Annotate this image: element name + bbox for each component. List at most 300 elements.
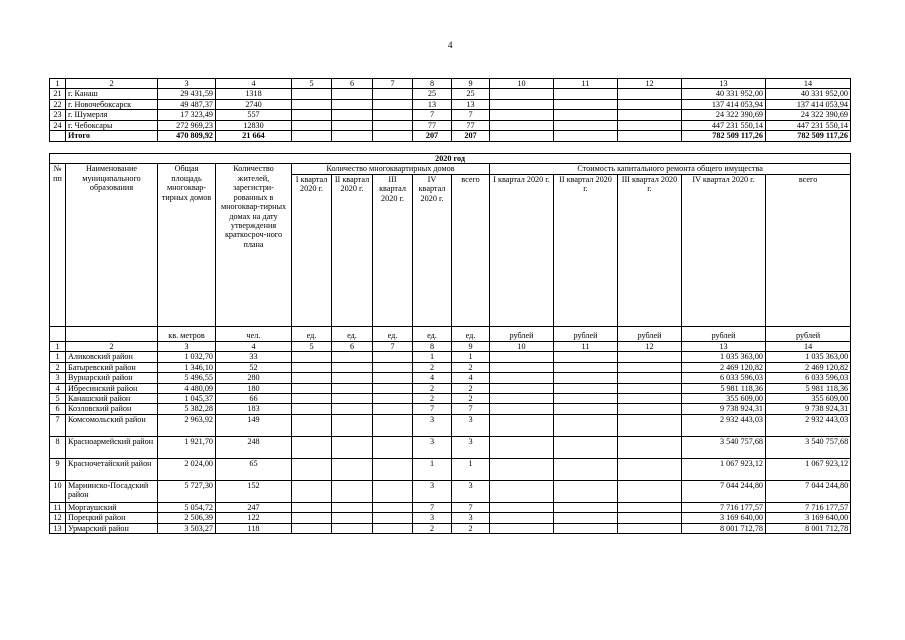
- table-cell: 2 506,39: [158, 513, 216, 523]
- table-row: [50, 513, 851, 523]
- table-cell: 248: [216, 436, 292, 458]
- unit-cell: чел.: [216, 326, 292, 341]
- table-cell: [292, 393, 332, 403]
- table-cell: [292, 120, 332, 130]
- total-cell: 207: [452, 131, 490, 141]
- table-row: [50, 89, 851, 99]
- table-cell: 66: [216, 393, 292, 403]
- table-cell: [373, 523, 413, 533]
- table-cell: 272 969,23: [158, 120, 216, 130]
- table-cell: [490, 393, 554, 403]
- year-title: 2020 год: [50, 154, 851, 164]
- table-cell: 2: [452, 393, 490, 403]
- table-cell: 4: [413, 373, 452, 383]
- total-cell: 782 509 117,26: [682, 131, 766, 141]
- table-cell: [332, 404, 373, 414]
- table-cell: 1318: [216, 89, 292, 99]
- table-cell: 5 727,30: [158, 480, 216, 502]
- table-cell: 29 431,59: [158, 89, 216, 99]
- table-cell: 25: [452, 89, 490, 99]
- table-cell: [554, 352, 618, 362]
- table-cell: 183: [216, 404, 292, 414]
- table-cell: 1 346,10: [158, 362, 216, 372]
- table-cell: 7: [50, 414, 66, 436]
- table-cell: [332, 458, 373, 480]
- table-cell: 355 609,00: [766, 393, 851, 403]
- table-row: [50, 352, 851, 362]
- table-row: [50, 110, 851, 120]
- table-cell: [618, 458, 682, 480]
- column-number: 10: [490, 341, 554, 351]
- table-cell: [373, 383, 413, 393]
- table-cell: [373, 352, 413, 362]
- table-cell: [332, 436, 373, 458]
- unit-cell: рублей: [490, 326, 554, 341]
- table-cell: [554, 502, 618, 512]
- total-cell: [332, 131, 373, 141]
- table-row: [50, 120, 851, 130]
- table-cell: 4 480,09: [158, 383, 216, 393]
- table-cell: 13: [452, 99, 490, 109]
- header-residents: Количество жителей, зарегистри-рованных в многоквар-тирных домах на дату утверждения краткосроч-ного плана: [216, 164, 292, 326]
- table-cell: [292, 373, 332, 383]
- table-cell: [490, 502, 554, 512]
- table-cell: 2 963,92: [158, 414, 216, 436]
- table-row: [50, 383, 851, 393]
- table-cell: 3: [452, 513, 490, 523]
- table-row: [50, 404, 851, 414]
- header-cost-col: всего: [766, 174, 851, 326]
- table-cell: 152: [216, 480, 292, 502]
- table-cell: [490, 414, 554, 436]
- table-cell: 180: [216, 383, 292, 393]
- table-cell: [292, 404, 332, 414]
- total-cell: 207: [413, 131, 452, 141]
- table-row: [50, 362, 851, 372]
- table-cell: [554, 523, 618, 533]
- table-cell: [332, 523, 373, 533]
- table-cell: 7: [413, 110, 452, 120]
- table-cell: [373, 373, 413, 383]
- table-row: [50, 99, 851, 109]
- table-row: [50, 523, 851, 533]
- table-cell: 12830: [216, 120, 292, 130]
- table-cell: [373, 502, 413, 512]
- table-cell: 5 981 118,36: [682, 383, 766, 393]
- column-number: 5: [292, 341, 332, 351]
- header-count-col: III квартал 2020 г.: [373, 174, 413, 326]
- table-cell: 355 609,00: [682, 393, 766, 403]
- column-number: 1: [50, 79, 66, 89]
- table-cell: [554, 393, 618, 403]
- unit-cell: рублей: [554, 326, 618, 341]
- table-cell: [618, 480, 682, 502]
- table-cell: [373, 120, 413, 130]
- table-cell: [490, 89, 554, 99]
- table-row: [50, 393, 851, 403]
- total-cell: [554, 131, 618, 141]
- column-number: 7: [373, 341, 413, 351]
- table-cell: г. Новочебоксарск: [66, 99, 158, 109]
- table-cell: [332, 414, 373, 436]
- table-cell: 2: [452, 362, 490, 372]
- column-number: 7: [373, 79, 413, 89]
- table-cell: 3: [413, 436, 452, 458]
- unit-cell: кв. метров: [158, 326, 216, 341]
- unit-cell: рублей: [766, 326, 851, 341]
- table-cell: 17 323,49: [158, 110, 216, 120]
- header-cost-group: Стоимость капитального ремонта общего имущества: [490, 164, 851, 174]
- unit-cell: ед.: [373, 326, 413, 341]
- table-cell: [618, 352, 682, 362]
- header-cost-col: II квартал 2020 г.: [554, 174, 618, 326]
- table-cell: 2740: [216, 99, 292, 109]
- table-cell: Мариинско-Посадский район: [66, 480, 158, 502]
- table-cell: 2: [413, 362, 452, 372]
- table-cell: 122: [216, 513, 292, 523]
- table-cell: [618, 120, 682, 130]
- column-number: 2: [66, 341, 158, 351]
- table-cell: [490, 523, 554, 533]
- table-cell: г. Шумерля: [66, 110, 158, 120]
- table-cell: [618, 110, 682, 120]
- column-number: 3: [158, 341, 216, 351]
- total-cell: Итого: [66, 131, 158, 141]
- table-cell: 3: [413, 414, 452, 436]
- table-cell: 4: [452, 373, 490, 383]
- table-cell: 118: [216, 523, 292, 533]
- table-cell: [554, 383, 618, 393]
- table-cell: [373, 480, 413, 502]
- column-number: 5: [292, 79, 332, 89]
- table-cell: 21: [50, 89, 66, 99]
- table-cell: 3: [452, 436, 490, 458]
- table-cell: 7: [452, 110, 490, 120]
- header-count-col: всего: [452, 174, 490, 326]
- table-cell: [292, 480, 332, 502]
- table-cell: [292, 89, 332, 99]
- table-cell: [618, 523, 682, 533]
- table-cell: Порецкий район: [66, 513, 158, 523]
- table-cell: 1 035 363,00: [682, 352, 766, 362]
- table-cell: Урмарский район: [66, 523, 158, 533]
- table-cell: [554, 120, 618, 130]
- table-cell: 77: [413, 120, 452, 130]
- table-cell: Красноармейский район: [66, 436, 158, 458]
- column-number: 2: [66, 79, 158, 89]
- table-cell: [292, 523, 332, 533]
- table-cell: [490, 373, 554, 383]
- table-cell: [554, 404, 618, 414]
- table-cell: 3 540 757,68: [766, 436, 851, 458]
- table-cell: [490, 99, 554, 109]
- table-cell: 1: [413, 352, 452, 362]
- total-cell: [50, 131, 66, 141]
- header-cost-col: I квартал 2020 г.: [490, 174, 554, 326]
- table-cell: [292, 436, 332, 458]
- column-number: 11: [554, 79, 618, 89]
- table-cell: 9 738 924,31: [682, 404, 766, 414]
- table-cell: 5 981 118,36: [766, 383, 851, 393]
- column-number: 8: [413, 341, 452, 351]
- column-number: 10: [490, 79, 554, 89]
- table-cell: [292, 502, 332, 512]
- total-cell: 782 509 117,26: [766, 131, 851, 141]
- table-cell: [292, 513, 332, 523]
- table-cell: 1 067 923,12: [766, 458, 851, 480]
- table-cell: 3 169 640,00: [766, 513, 851, 523]
- table-cell: 137 414 053,94: [766, 99, 851, 109]
- table-cell: 7: [452, 404, 490, 414]
- table-cell: [332, 373, 373, 383]
- table-cell: [618, 393, 682, 403]
- column-number-row: [50, 79, 851, 89]
- table-cell: [490, 362, 554, 372]
- table-cell: [618, 373, 682, 383]
- table-cell: [292, 362, 332, 372]
- table-cell: [554, 513, 618, 523]
- table-cell: 10: [50, 480, 66, 502]
- column-number: 3: [158, 79, 216, 89]
- table-cell: [332, 89, 373, 99]
- header-cost-col: IV квартал 2020 г.: [682, 174, 766, 326]
- table-cell: [618, 436, 682, 458]
- table-cell: Козловский район: [66, 404, 158, 414]
- header-area: Общая площадь многоквар-тирных домов: [158, 164, 216, 326]
- table-cell: 3 503,27: [158, 523, 216, 533]
- unit-cell: рублей: [618, 326, 682, 341]
- table-cell: [373, 414, 413, 436]
- table-cell: [332, 513, 373, 523]
- table-row: [50, 436, 851, 458]
- table-cell: [490, 436, 554, 458]
- table-cell: 280: [216, 373, 292, 383]
- table-cell: Комсомольский район: [66, 414, 158, 436]
- table-cell: 7 716 177,57: [682, 502, 766, 512]
- table-cell: [373, 362, 413, 372]
- column-number: 1: [50, 341, 66, 351]
- table-cell: 2: [413, 393, 452, 403]
- table-cell: 1 921,70: [158, 436, 216, 458]
- table-cell: 13: [413, 99, 452, 109]
- table-cell: 1: [50, 352, 66, 362]
- total-cell: 21 664: [216, 131, 292, 141]
- table-cell: 13: [50, 523, 66, 533]
- table-cell: Батыревский район: [66, 362, 158, 372]
- table-cell: Ибресинский район: [66, 383, 158, 393]
- table-cell: [373, 89, 413, 99]
- table-row: [50, 480, 851, 502]
- table-cell: [618, 362, 682, 372]
- table-cell: 6 033 596,03: [766, 373, 851, 383]
- total-cell: [373, 131, 413, 141]
- table-cell: Красночетайский район: [66, 458, 158, 480]
- column-number: 9: [452, 341, 490, 351]
- table-cell: 2: [413, 523, 452, 533]
- table-cell: [332, 120, 373, 130]
- header-count-col: I квартал 2020 г.: [292, 174, 332, 326]
- header-count-group: Количество многоквартирных домов: [292, 164, 490, 174]
- table-cell: Аликовский район: [66, 352, 158, 362]
- column-number: 4: [216, 341, 292, 351]
- column-number: 14: [766, 79, 851, 89]
- table-row: [50, 414, 851, 436]
- table-cell: 5: [50, 393, 66, 403]
- table-cell: 3 540 757,68: [682, 436, 766, 458]
- table-cell: 4: [50, 383, 66, 393]
- table-cell: г. Канаш: [66, 89, 158, 99]
- table-cell: [554, 414, 618, 436]
- table-cell: 557: [216, 110, 292, 120]
- table-cell: [618, 99, 682, 109]
- table-cell: 3: [413, 480, 452, 502]
- table-cell: [554, 373, 618, 383]
- table-cell: [292, 110, 332, 120]
- column-number: 4: [216, 79, 292, 89]
- table-cell: [554, 480, 618, 502]
- column-number: 12: [618, 341, 682, 351]
- table-cell: 2 024,00: [158, 458, 216, 480]
- table-cell: 149: [216, 414, 292, 436]
- table-cell: 33: [216, 352, 292, 362]
- header-count-col: II квартал 2020 г.: [332, 174, 373, 326]
- table-cell: [490, 120, 554, 130]
- table-cell: 7 044 244,80: [682, 480, 766, 502]
- unit-cell: ед.: [292, 326, 332, 341]
- table-cell: [618, 502, 682, 512]
- table-cell: 2: [413, 383, 452, 393]
- table-cell: 3 169 640,00: [682, 513, 766, 523]
- table-cell: 52: [216, 362, 292, 372]
- table-cell: 2 932 443,03: [682, 414, 766, 436]
- table-cell: [332, 362, 373, 372]
- table-cell: 24: [50, 120, 66, 130]
- year-2020-table: [49, 153, 851, 534]
- page-number: 4: [448, 40, 453, 50]
- table-cell: 5 382,28: [158, 404, 216, 414]
- total-cell: 470 809,92: [158, 131, 216, 141]
- table-cell: 1: [452, 352, 490, 362]
- table-cell: [332, 352, 373, 362]
- table-cell: [373, 404, 413, 414]
- table-cell: 25: [413, 89, 452, 99]
- unit-cell: ед.: [452, 326, 490, 341]
- table-cell: 447 231 550,14: [682, 120, 766, 130]
- column-number: 14: [766, 341, 851, 351]
- column-number: 13: [682, 79, 766, 89]
- table-cell: [554, 458, 618, 480]
- table-row: [50, 373, 851, 383]
- table-cell: [490, 110, 554, 120]
- header-name: Наименование муниципального образования: [66, 164, 158, 326]
- table-cell: 9 738 924,31: [766, 404, 851, 414]
- total-cell: [618, 131, 682, 141]
- column-number: 9: [452, 79, 490, 89]
- table-cell: 5 496,55: [158, 373, 216, 383]
- table-cell: 1 045,37: [158, 393, 216, 403]
- table-cell: 2 469 120,82: [682, 362, 766, 372]
- table-cell: 8 001 712,78: [682, 523, 766, 533]
- table-cell: г. Чебоксары: [66, 120, 158, 130]
- table-cell: [292, 383, 332, 393]
- total-cell: [490, 131, 554, 141]
- table-cell: [618, 404, 682, 414]
- total-row: [50, 131, 851, 141]
- table-cell: 447 231 550,14: [766, 120, 851, 130]
- table-cell: 12: [50, 513, 66, 523]
- column-number: 13: [682, 341, 766, 351]
- table-cell: [332, 480, 373, 502]
- table-cell: 24 322 390,69: [682, 110, 766, 120]
- column-number: 11: [554, 341, 618, 351]
- table-cell: [490, 404, 554, 414]
- unit-cell: [66, 326, 158, 341]
- header-cost-col: III квартал 2020 г.: [618, 174, 682, 326]
- table-row: [50, 502, 851, 512]
- table-cell: [373, 99, 413, 109]
- table-cell: 1 035 363,00: [766, 352, 851, 362]
- table-cell: [554, 110, 618, 120]
- table-cell: [490, 383, 554, 393]
- column-number: 8: [413, 79, 452, 89]
- table-cell: 247: [216, 502, 292, 512]
- table-cell: 3: [413, 513, 452, 523]
- table-cell: 1: [413, 458, 452, 480]
- header-num: № пп: [50, 164, 66, 326]
- table-cell: [373, 513, 413, 523]
- table-cell: 8: [50, 436, 66, 458]
- table-cell: 1 067 923,12: [682, 458, 766, 480]
- table-cell: 7: [413, 502, 452, 512]
- table-cell: [618, 89, 682, 99]
- table-cell: 7 044 244,80: [766, 480, 851, 502]
- table-cell: [332, 393, 373, 403]
- table-cell: [292, 458, 332, 480]
- table-cell: 49 487,37: [158, 99, 216, 109]
- continuation-table: [49, 78, 851, 142]
- table-cell: [618, 383, 682, 393]
- table-cell: 2: [452, 523, 490, 533]
- table-cell: [490, 513, 554, 523]
- table-cell: 22: [50, 99, 66, 109]
- table-cell: 6 033 596,03: [682, 373, 766, 383]
- table-cell: 7: [452, 502, 490, 512]
- table-cell: 24 322 390,69: [766, 110, 851, 120]
- table-cell: [490, 480, 554, 502]
- table-cell: 137 414 053,94: [682, 99, 766, 109]
- column-number: 6: [332, 341, 373, 351]
- table-cell: 23: [50, 110, 66, 120]
- table-cell: [292, 352, 332, 362]
- header-count-col: IV квартал 2020 г.: [413, 174, 452, 326]
- total-cell: [292, 131, 332, 141]
- unit-cell: ед.: [413, 326, 452, 341]
- table-cell: [554, 89, 618, 99]
- table-cell: [292, 99, 332, 109]
- table-cell: Вурнарский район: [66, 373, 158, 383]
- table-cell: 11: [50, 502, 66, 512]
- table-cell: [332, 110, 373, 120]
- table-row: [50, 458, 851, 480]
- table-cell: 1 032,70: [158, 352, 216, 362]
- table-cell: [490, 352, 554, 362]
- table-cell: [373, 110, 413, 120]
- table-cell: [554, 436, 618, 458]
- table-cell: 1: [452, 458, 490, 480]
- table-cell: Моргаушский: [66, 502, 158, 512]
- table-cell: 6: [50, 404, 66, 414]
- table-cell: 2: [50, 362, 66, 372]
